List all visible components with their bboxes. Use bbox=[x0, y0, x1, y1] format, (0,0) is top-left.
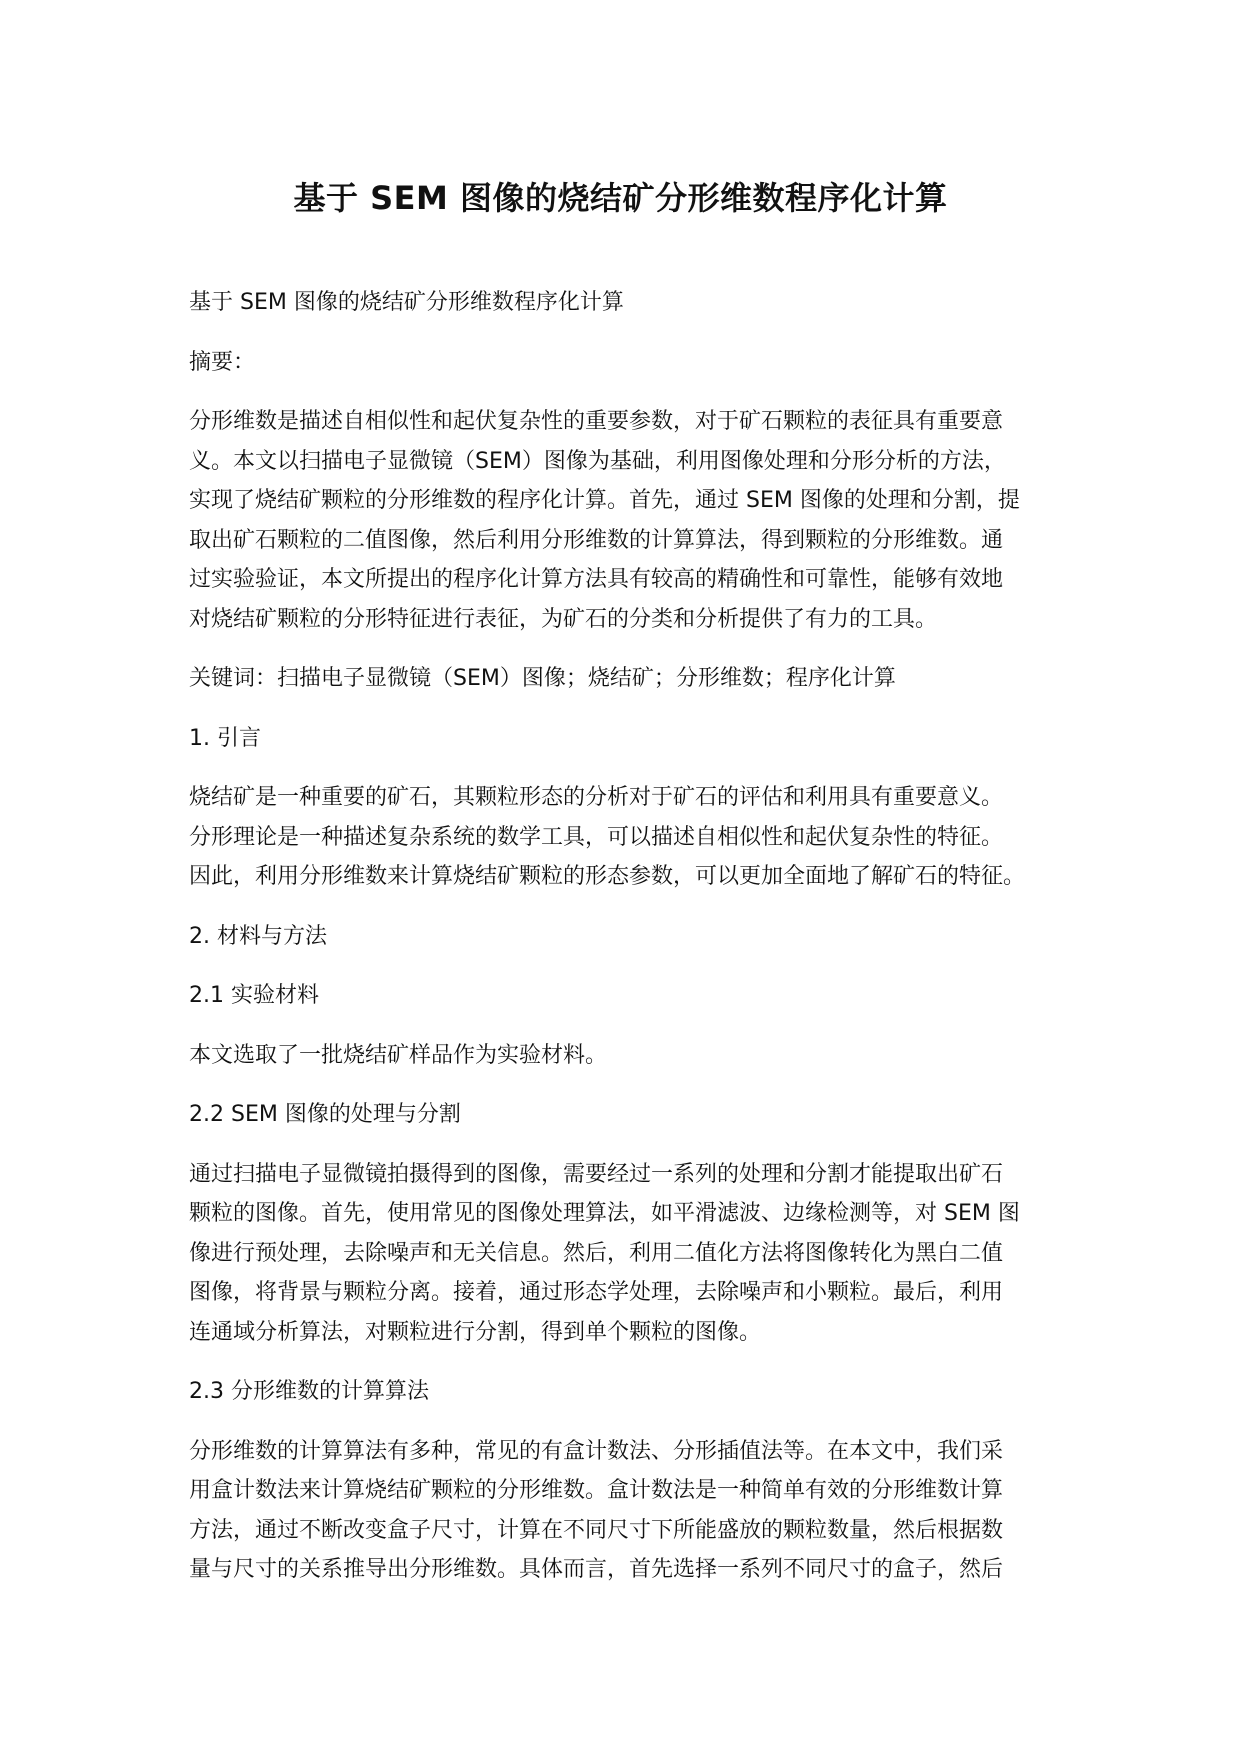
text-line: 实现了烧结矿颗粒的分形维数的程序化计算。首先，通过 SEM 图像的处理和分割，提 bbox=[189, 488, 1020, 513]
paragraph-gap bbox=[189, 1075, 1059, 1095]
paragraph-gap bbox=[189, 382, 1059, 402]
document-body bbox=[189, 283, 1059, 1590]
text-line: 2.3 分形维数的计算算法 bbox=[189, 1379, 429, 1404]
text-line: 像进行预处理，去除噪声和无关信息。然后，利用二值化方法将图像转化为黑白二值 bbox=[189, 1240, 1004, 1266]
text-line: 分形理论是一种描述复杂系统的数学工具，可以描述自相似性和起伏复杂性的特征。 bbox=[189, 824, 1004, 850]
text-line: 1. 引言 bbox=[189, 725, 261, 751]
text-line: 图像，将背景与颗粒分离。接着，通过形态学处理，去除噪声和小颗粒。最后，利用 bbox=[189, 1280, 1004, 1305]
text-line: 颗粒的图像。首先，使用常见的图像处理算法，如平滑滤波、边缘检测等，对 SEM 图 bbox=[189, 1201, 1020, 1226]
paragraph-gap bbox=[189, 758, 1059, 778]
text-line: 量与尺寸的关系推导出分形维数。具体而言，首先选择一系列不同尺寸的盒子，然后 bbox=[189, 1557, 1004, 1582]
text-line: 通过扫描电子显微镜拍摄得到的图像，需要经过一系列的处理和分割才能提取出矿石 bbox=[189, 1161, 1004, 1187]
text-line: 2. 材料与方法 bbox=[189, 923, 327, 949]
text-line: 分形维数的计算算法有多种，常见的有盒计数法、分形插值法等。在本文中，我们采 bbox=[189, 1438, 1004, 1464]
text-line: 关键词：扫描电子显微镜（SEM）图像；烧结矿；分形维数；程序化计算 bbox=[189, 666, 896, 691]
paragraph-gap bbox=[189, 1135, 1059, 1155]
paragraph-gap bbox=[189, 323, 1059, 343]
text-line: 2.2 SEM 图像的处理与分割 bbox=[189, 1102, 461, 1127]
document-title: 基于 SEM 图像的烧结矿分形维数程序化计算 bbox=[293, 179, 948, 217]
text-line: 2.1 实验材料 bbox=[189, 983, 319, 1008]
text-line: 基于 SEM 图像的烧结矿分形维数程序化计算 bbox=[189, 290, 624, 315]
text-line: 分形维数是描述自相似性和起伏复杂性的重要参数，对于矿石颗粒的表征具有重要意 bbox=[189, 409, 1004, 434]
text-line: 方法，通过不断改变盒子尺寸，计算在不同尺寸下所能盛放的颗粒数量，然后根据数 bbox=[189, 1517, 1004, 1543]
text-line: 连通域分析算法，对颗粒进行分割，得到单个颗粒的图像。 bbox=[189, 1319, 762, 1345]
text-line: 因此，利用分形维数来计算烧结矿颗粒的形态参数，可以更加全面地了解矿石的特征。 bbox=[189, 864, 1026, 889]
paragraph-gap bbox=[189, 956, 1059, 976]
text-line: 本文选取了一批烧结矿样品作为实验材料。 bbox=[189, 1042, 608, 1068]
paragraph-gap bbox=[189, 639, 1059, 659]
paragraph-gap bbox=[189, 699, 1059, 719]
text-line: 取出矿石颗粒的二值图像，然后利用分形维数的计算算法，得到颗粒的分形维数。通 bbox=[189, 527, 1004, 553]
text-line: 对烧结矿颗粒的分形特征进行表征，为矿石的分类和分析提供了有力的工具。 bbox=[189, 606, 938, 632]
text-line: 用盒计数法来计算烧结矿颗粒的分形维数。盒计数法是一种简单有效的分形维数计算 bbox=[189, 1478, 1004, 1503]
text-line: 烧结矿是一种重要的矿石，其颗粒形态的分析对于矿石的评估和利用具有重要意义。 bbox=[189, 785, 1004, 810]
paragraph-gap bbox=[189, 1352, 1059, 1372]
paragraph-gap bbox=[189, 897, 1059, 917]
paragraph-gap bbox=[189, 1016, 1059, 1036]
text-line: 义。本文以扫描电子显微镜（SEM）图像为基础，利用图像处理和分形分析的方法， bbox=[189, 448, 1006, 474]
text-line: 摘要： bbox=[189, 349, 256, 375]
paragraph-gap bbox=[189, 1412, 1059, 1432]
text-line: 过实验验证，本文所提出的程序化计算方法具有较高的精确性和可靠性，能够有效地 bbox=[189, 567, 1004, 592]
